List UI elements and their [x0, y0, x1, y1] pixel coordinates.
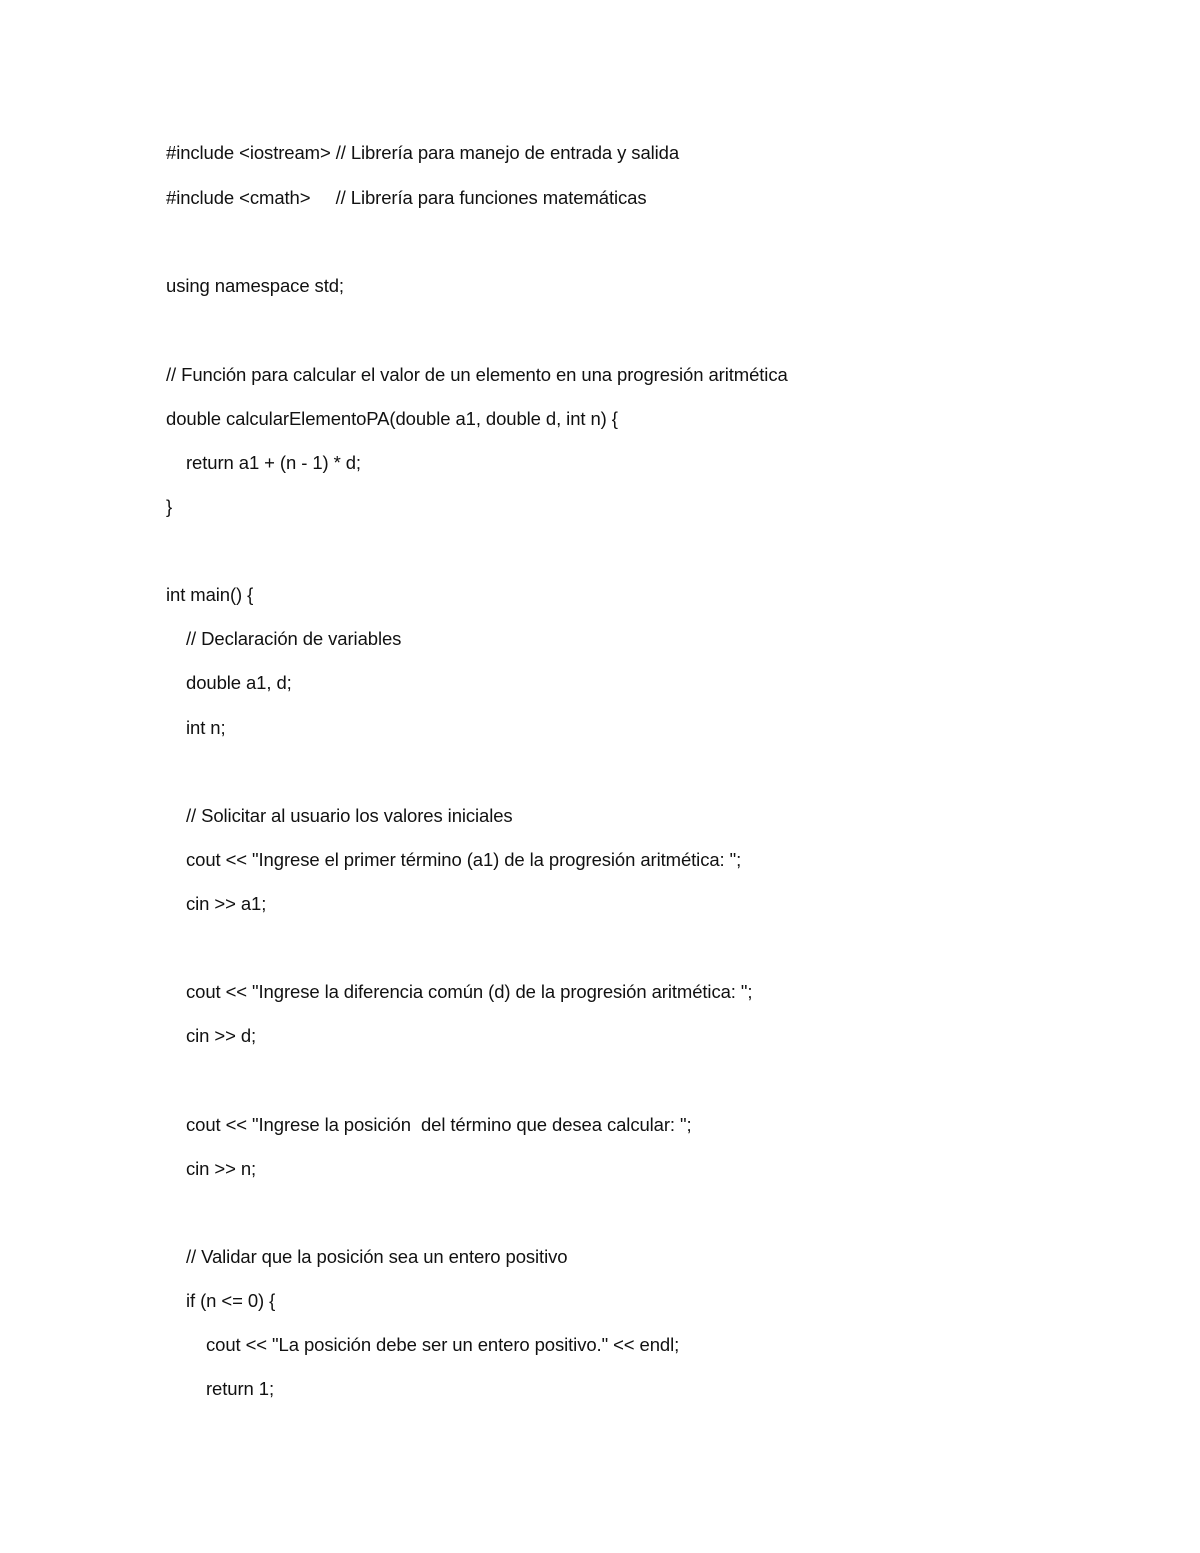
code-line-cin-n: cin >> n; [186, 1158, 257, 1179]
code-line-declaration-comment: // Declaración de variables [186, 628, 402, 649]
code-line-cin-d: cin >> d; [186, 1025, 257, 1046]
code-line-function-comment: // Función para calcular el valor de un elemento en una progresión aritmética [166, 364, 788, 385]
code-line-if-condition: if (n <= 0) { [186, 1290, 276, 1311]
code-line-function-signature: double calcularElementoPA(double a1, double d, int n) { [166, 408, 618, 429]
code-line-function-close-brace: } [166, 496, 173, 517]
code-line-include-iostream: #include <iostream> // Librería para manejo de entrada y salida [166, 142, 680, 163]
code-line-return-one: return 1; [206, 1378, 274, 1399]
code-line-using-namespace: using namespace std; [166, 275, 344, 296]
code-line-double-declaration: double a1, d; [186, 672, 292, 693]
code-line-validation-comment: // Validar que la posición sea un entero positivo [186, 1246, 568, 1267]
code-line-return-formula: return a1 + (n - 1) * d; [186, 452, 361, 473]
code-line-input-comment: // Solicitar al usuario los valores iniciales [186, 805, 513, 826]
code-line-cin-a1: cin >> a1; [186, 893, 267, 914]
code-line-cout-d: cout << "Ingrese la diferencia común (d) de la progresión aritmética: "; [186, 981, 753, 1002]
code-line-int-declaration: int n; [186, 717, 226, 738]
code-line-main-signature: int main() { [166, 584, 254, 605]
code-line-cout-a1: cout << "Ingrese el primer término (a1) de la progresión aritmética: "; [186, 849, 742, 870]
code-line-error-message: cout << "La posición debe ser un entero positivo." << endl; [206, 1334, 680, 1355]
code-line-cout-n: cout << "Ingrese la posición del término que desea calcular: "; [186, 1114, 692, 1135]
code-line-include-cmath: #include <cmath> // Librería para funciones matemáticas [166, 187, 647, 208]
